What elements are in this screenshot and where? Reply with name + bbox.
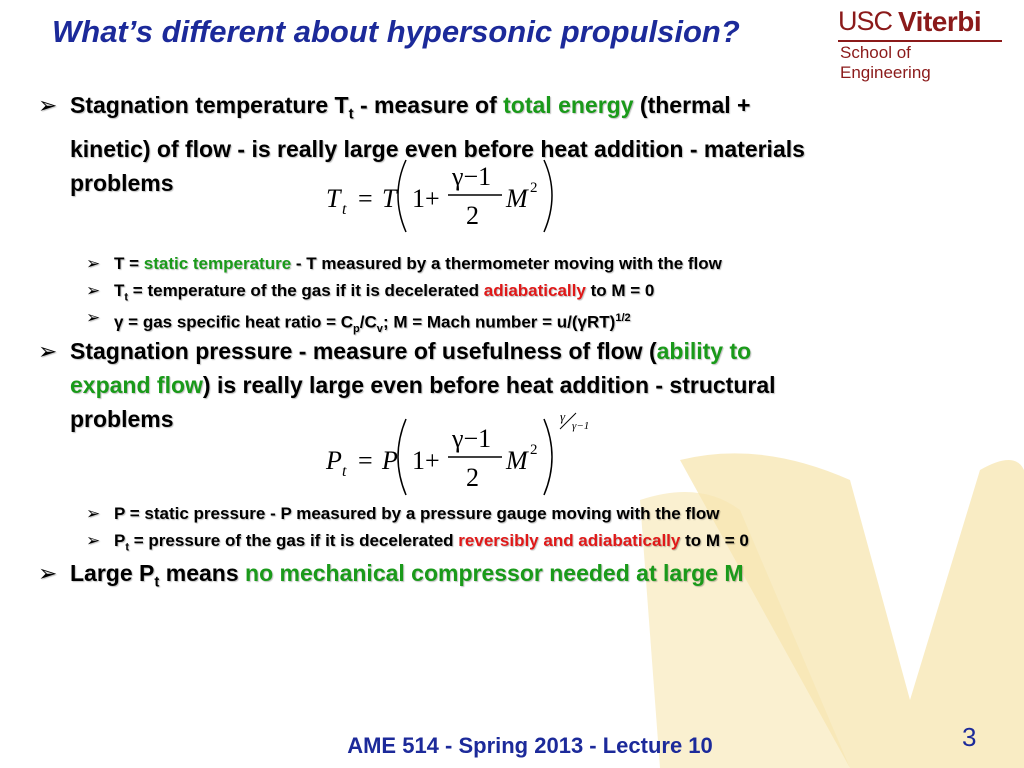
arrow-bullet-icon: ➢ [38, 560, 58, 586]
eq2-var: M [506, 446, 528, 475]
eq2-paren-right [544, 419, 552, 495]
s3-text-2: /C [359, 312, 377, 332]
eq1-base: T [382, 184, 397, 213]
b3-sub: t [154, 573, 160, 591]
s3-sub-1: p [353, 323, 360, 336]
eq1-pow: 2 [530, 180, 538, 196]
b1-text-1: Stagnation temperature T [70, 92, 349, 118]
b2-highlight-2: expand flow [70, 372, 203, 398]
eq1-equals: = [358, 184, 373, 213]
s5-highlight-1: reversibly [458, 531, 539, 550]
footer-course: AME 514 - Spring 2013 - Lecture 10 [347, 733, 713, 758]
logo-usc: USC [838, 6, 893, 36]
eq2-paren-left [398, 419, 406, 495]
s5-sub: t [125, 541, 130, 554]
b1-text-3: (thermal + [633, 92, 751, 118]
eq1-paren-left [398, 160, 406, 232]
arrow-bullet-icon: ➢ [86, 281, 101, 300]
s5-text-1: P [114, 531, 126, 550]
b2-text-2: ) is really large even before heat addition - structural [202, 372, 776, 398]
s5-text-2: = pressure of the gas if it is decelerated [129, 531, 459, 550]
b2-text-1: Stagnation pressure - measure of usefulness of flow ( [70, 338, 657, 364]
eq2-pow: 2 [530, 442, 538, 458]
logo-school: School of Engineering [840, 43, 931, 82]
b2-highlight-1: ability to [656, 338, 752, 364]
arrow-bullet-icon: ➢ [86, 308, 101, 327]
arrow-bullet-icon: ➢ [86, 504, 101, 523]
s3-sub-2: v [376, 323, 383, 336]
arrow-bullet-icon: ➢ [38, 338, 58, 364]
s3-text-3: ; M = Mach number = u/(γRT) [382, 312, 616, 332]
b1-text-2: - measure of [353, 92, 504, 118]
eq2-lhs-sub: t [342, 463, 347, 480]
eq1-den: 2 [466, 201, 479, 230]
logo-rule [838, 40, 1002, 42]
s1-text-2: - T measured by a thermometer moving with the flow [291, 254, 722, 273]
s1-text-1: T = [114, 254, 144, 273]
s2-text-1: T [114, 281, 125, 300]
slide-title: What’s different about hypersonic propulsion? [52, 14, 740, 49]
s2-text-2: = temperature of the gas if it is decelerated [128, 281, 484, 300]
eq2-exp-den: γ−1 [572, 420, 590, 432]
eq1-paren-right [544, 160, 552, 232]
s2-sub: t [124, 291, 129, 304]
equation-stagnation-temperature [320, 152, 570, 238]
b2-line-3: problems [70, 406, 174, 432]
s5-highlight-2: and adiabatically [538, 531, 681, 550]
b3-text-2: means [159, 560, 246, 586]
b3-highlight: no mechanical compressor needed at large M [245, 560, 744, 586]
page-number: 3 [962, 722, 977, 752]
b1-highlight: total energy [503, 92, 634, 118]
eq2-one: 1+ [412, 446, 440, 475]
usc-viterbi-logo [838, 6, 1006, 82]
b3-text-1: Large P [70, 560, 155, 586]
eq1-lhs-sub: t [342, 201, 347, 218]
arrow-bullet-icon: ➢ [38, 92, 58, 118]
logo-viterbi: Viterbi [898, 6, 982, 37]
eq2-den: 2 [466, 463, 479, 492]
eq2-num: γ−1 [452, 424, 492, 453]
b1-line-2: kinetic) of flow - is really large even before heat addition - materials [70, 135, 805, 162]
eq1-num: γ−1 [452, 162, 492, 191]
s2-highlight: adiabatically [483, 281, 586, 300]
s3-sup: 1/2 [615, 312, 631, 324]
arrow-bullet-icon: ➢ [86, 531, 101, 550]
s3-text-1: γ = gas specific heat ratio = C [114, 312, 354, 332]
b1-sub: t [348, 105, 354, 123]
eq2-equals: = [358, 446, 373, 475]
eq2-exp-num: γ [560, 409, 566, 424]
eq1-lhs: T [326, 184, 341, 213]
eq1-one: 1+ [412, 184, 440, 213]
s5-text-3: to M = 0 [680, 531, 749, 550]
eq2-lhs: P [326, 446, 342, 475]
s2-text-3: to M = 0 [585, 281, 655, 300]
equation-stagnation-pressure [320, 405, 610, 500]
arrow-bullet-icon: ➢ [86, 254, 101, 273]
eq1-var: M [506, 184, 528, 213]
eq2-base: P [382, 446, 398, 475]
s1-highlight: static temperature [143, 254, 292, 273]
b1-line-3: problems [70, 169, 174, 196]
s4-text: P = static pressure - P measured by a pressure gauge moving with the flow [114, 504, 720, 523]
